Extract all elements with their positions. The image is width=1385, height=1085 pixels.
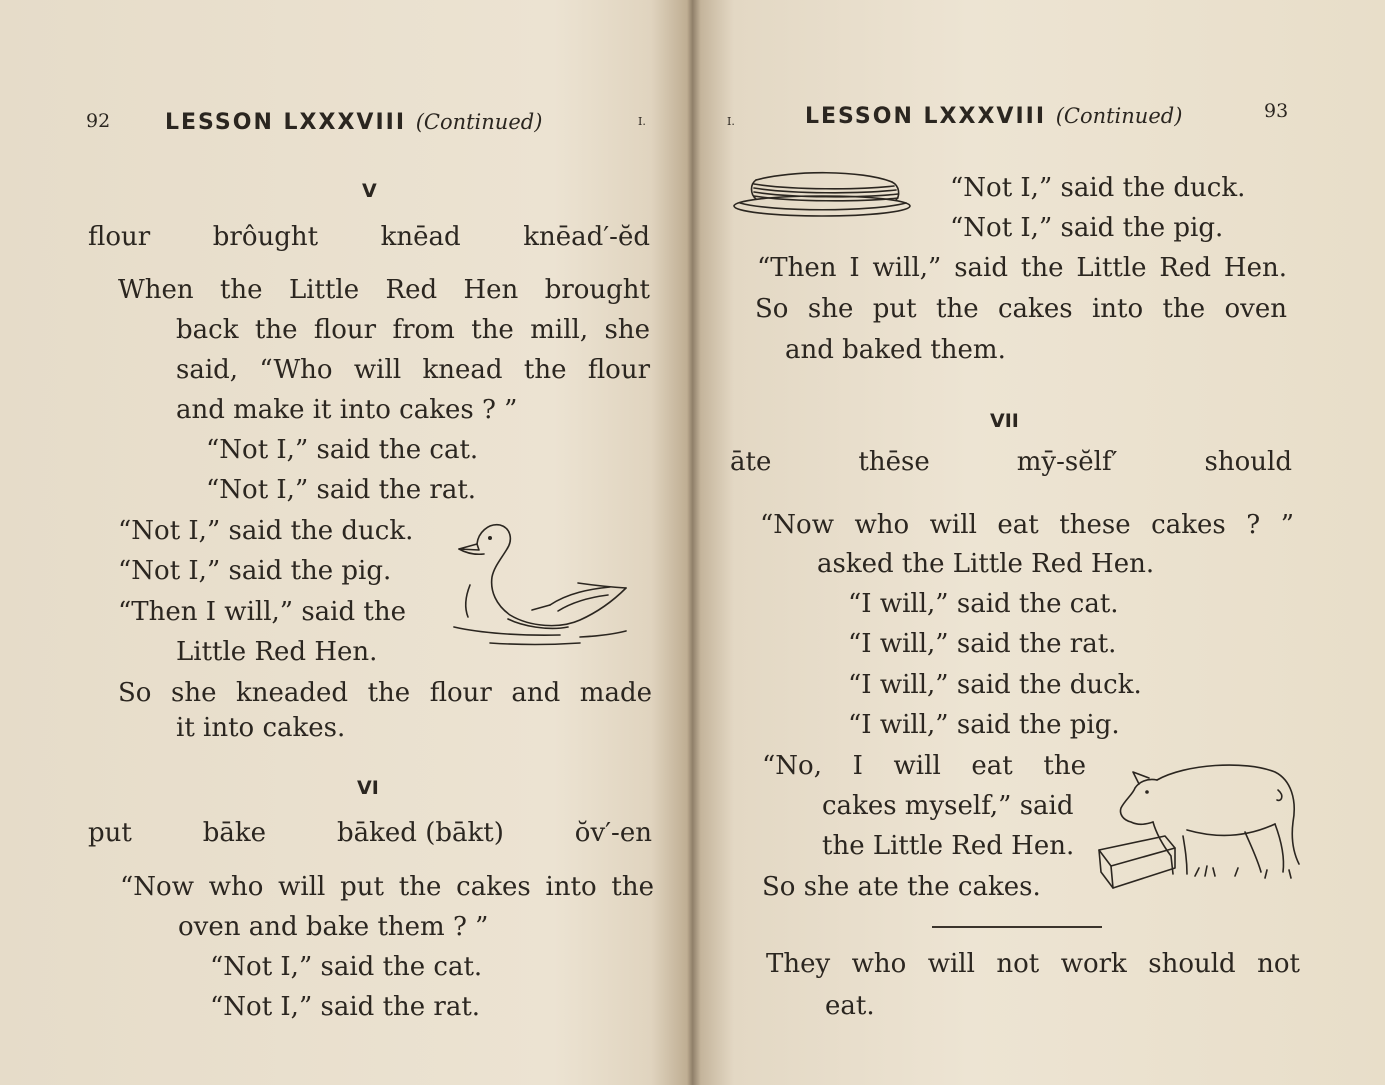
dialogue-line: “Not I,” said the rat. [210,992,481,1022]
pig-icon [1095,752,1305,897]
dialogue-line: “I will,” said the rat. [848,629,1117,659]
text-line: When the Little Red Hen brought [118,275,650,305]
text-line: So she ate the cakes. [762,872,1041,902]
text-line: So she put the cakes into the oven [755,294,1287,324]
running-header [165,110,542,135]
vocab-word: knēad [380,222,461,252]
duck-icon [450,515,640,650]
dialogue-line: “Not I,” said the pig. [950,213,1224,243]
cakes-plate-icon [732,168,914,220]
divider [932,926,1102,928]
vocab-word: bāke [202,818,267,848]
text-line: They who will not work should not [766,949,1300,979]
page-number: 93 [1264,100,1289,122]
text-line: the Little Red Hen. [822,831,1075,861]
page-number: 92 [86,110,111,132]
vocab-word: knēad′-ĕd [523,222,650,252]
text-line: back the flour from the mill, she [176,315,650,345]
vocab-word: brôught [212,222,319,252]
vocab-word: put [88,818,132,848]
vocab-word: flour [88,222,151,252]
corner-mark: I. [727,115,735,128]
text-line: “Then I will,” said the Little Red Hen. [757,253,1287,283]
vocab-word: āte [730,447,772,477]
dialogue-line: “Then I will,” said the [118,597,406,627]
dialogue-line: “I will,” said the duck. [848,670,1142,700]
text-line: it into cakes. [176,713,346,743]
vocab-word: ŏv′-en [574,818,652,848]
text-line: cakes myself,” said [822,791,1074,821]
running-header [805,104,1182,129]
dialogue-line: “Not I,” said the rat. [206,475,477,505]
header-subtitle: (Continued) [415,110,543,134]
dialogue-line: “Not I,” said the duck. [118,516,414,546]
dialogue-line: “I will,” said the pig. [848,710,1120,740]
vocab-list-v [88,222,650,252]
header-title: LESSON LXXXVIII [805,104,1047,129]
vocab-list-vi [88,818,652,848]
section-heading-vi: VI [357,777,379,799]
vocab-word: bāked (bākt) [337,818,504,848]
vocab-word: thēse [858,447,930,477]
text-line: “Now who will put the cakes into the [120,872,654,902]
dialogue-line: Little Red Hen. [176,637,378,667]
dialogue-line: “Not I,” said the duck. [950,173,1246,203]
text-line: said, “Who will knead the flour [176,355,650,385]
vocab-word: should [1204,447,1292,477]
dialogue-line: “I will,” said the cat. [848,589,1119,619]
corner-mark: I. [638,115,646,128]
text-line: asked the Little Red Hen. [817,549,1155,579]
text-line: So she kneaded the flour and made [118,678,652,708]
text-line: “Now who will eat these cakes ? ” [760,510,1294,540]
text-line: and baked them. [785,335,1006,365]
header-title: LESSON LXXXVIII [165,110,407,135]
vocab-list-vii [730,447,1292,477]
text-line: oven and bake them ? ” [178,912,489,942]
text-line: “No, I will eat the [762,751,1086,781]
text-line: and make it into cakes ? ” [176,395,518,425]
vocab-word: mȳ-sĕlf′ [1016,447,1118,477]
dialogue-line: “Not I,” said the cat. [210,952,483,982]
dialogue-line: “Not I,” said the pig. [118,556,392,586]
text-line: eat. [825,991,875,1021]
section-heading-vii: VII [990,410,1019,432]
header-subtitle: (Continued) [1055,104,1183,128]
dialogue-line: “Not I,” said the cat. [206,435,479,465]
section-heading-v: V [362,180,377,202]
